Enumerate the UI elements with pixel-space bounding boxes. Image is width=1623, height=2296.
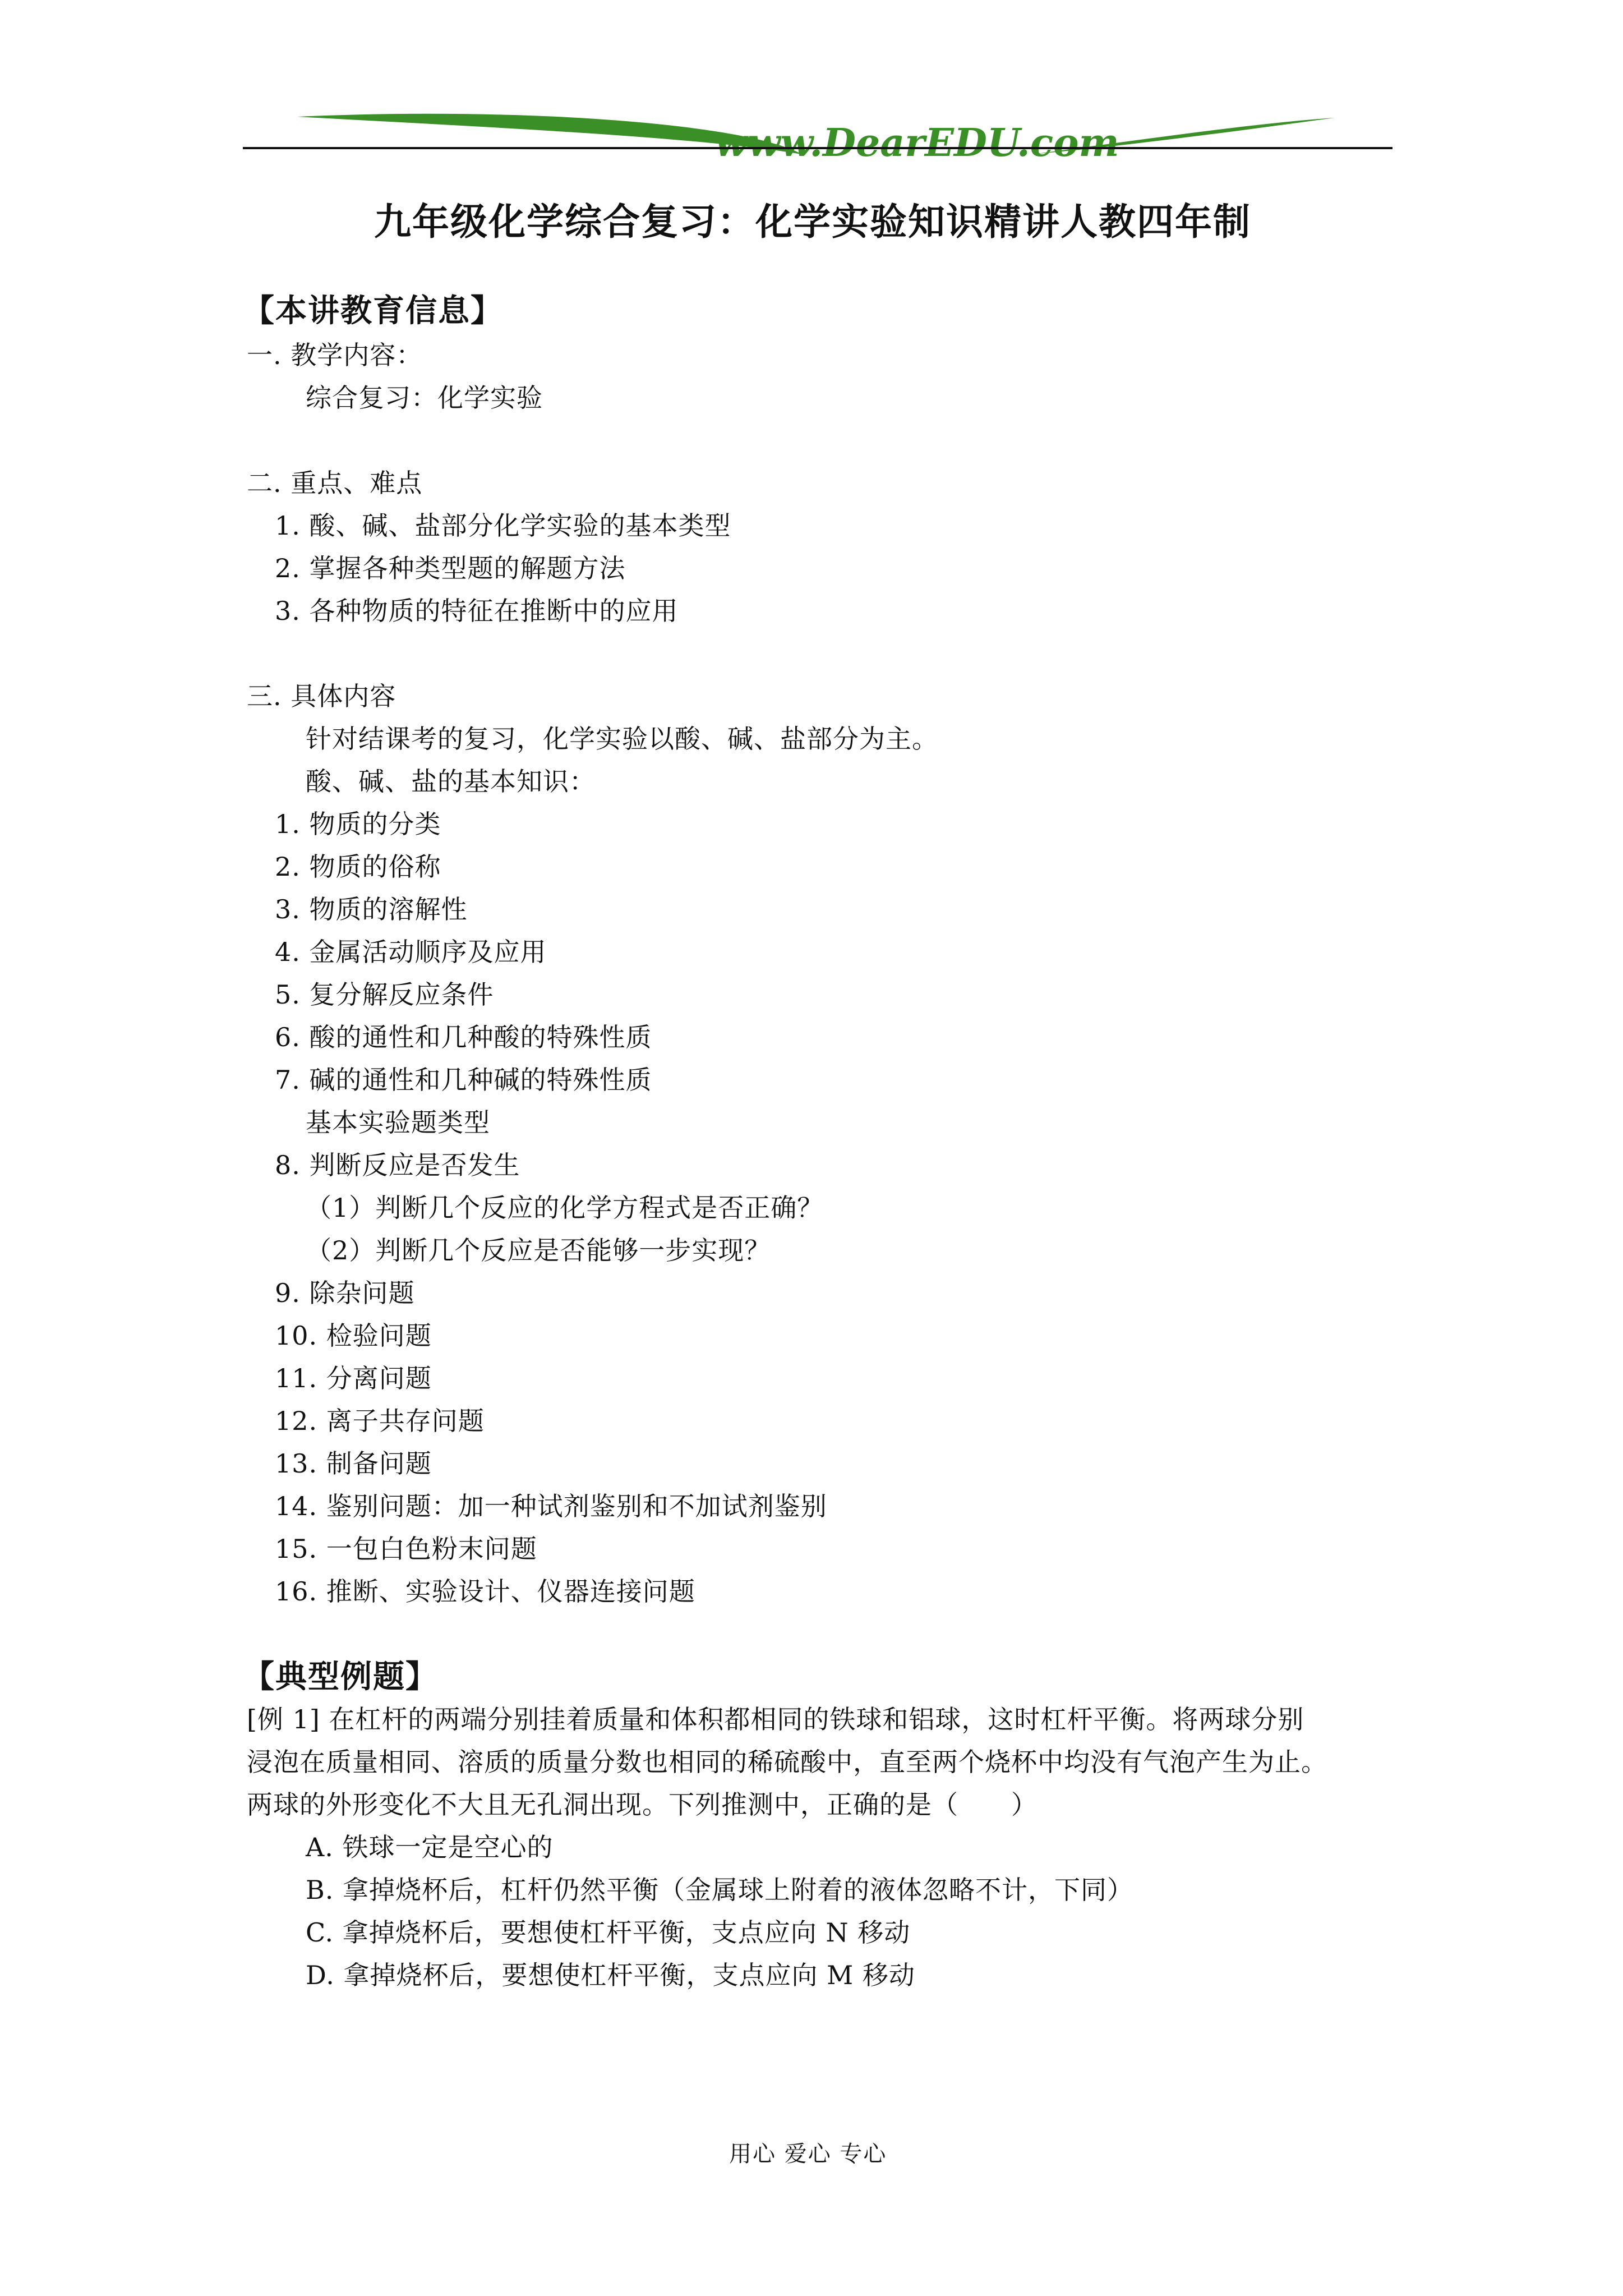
experiment-subitem: （2）判断几个反应是否能够一步实现？	[306, 1235, 771, 1266]
experiment-item: 14. 鉴别问题：加一种试剂鉴别和不加试剂鉴别	[275, 1491, 827, 1521]
example-text-line: 浸泡在质量相同、溶质的质量分数也相同的稀硫酸中，直至两个烧杯中均没有气泡产生为止。	[247, 1747, 1327, 1777]
knowledge-item: 3. 物质的溶解性	[275, 894, 468, 924]
experiment-item: 8. 判断反应是否发生	[275, 1150, 520, 1180]
example-text-line: [例 1] 在杠杆的两端分别挂着质量和体积都相同的铁球和铝球，这时杠杆平衡。将两球分别	[247, 1704, 1304, 1734]
knowledge-item: 6. 酸的通性和几种酸的特殊性质	[275, 1022, 652, 1052]
example-option: A. 铁球一定是空心的	[306, 1832, 554, 1862]
site-logo	[241, 101, 1391, 174]
knowledge-item: 7. 碱的通性和几种碱的特殊性质	[275, 1065, 652, 1095]
part3-intro: 酸、碱、盐的基本知识：	[306, 766, 596, 797]
example-text-line: 两球的外形变化不大且无孔洞出现。下列推测中，正确的是（ ）	[247, 1789, 1038, 1820]
experiment-types-heading: 基本实验题类型	[306, 1107, 490, 1138]
part1-label: 一. 教学内容：	[247, 340, 423, 370]
experiment-item: 12. 离子共存问题	[275, 1406, 485, 1436]
experiment-item: 9. 除杂问题	[275, 1278, 415, 1308]
experiment-item: 10. 检验问题	[275, 1320, 432, 1351]
knowledge-item: 4. 金属活动顺序及应用	[275, 937, 547, 967]
part3-intro: 针对结课考的复习，化学实验以酸、碱、盐部分为主。	[306, 724, 938, 754]
part1-content: 综合复习：化学实验	[306, 383, 543, 413]
experiment-item: 15. 一包白色粉末问题	[275, 1534, 537, 1564]
doc-title: 九年级化学综合复习：化学实验知识精讲人教四年制	[374, 200, 1251, 243]
page-footer: 用心 爱心 专心	[729, 2141, 887, 2167]
part2-label: 二. 重点、难点	[247, 468, 423, 498]
example-option: B. 拿掉烧杯后，杠杆仍然平衡（金属球上附着的液体忽略不计，下同）	[306, 1875, 1134, 1905]
knowledge-item: 2. 物质的俗称	[275, 852, 441, 882]
part2-item: 2. 掌握各种类型题的解题方法	[275, 553, 626, 583]
logo-text: www.DearEDU.com	[714, 121, 1119, 165]
knowledge-item: 1. 物质的分类	[275, 809, 441, 839]
part2-item: 1. 酸、碱、盐部分化学实验的基本类型	[275, 510, 731, 541]
knowledge-item: 5. 复分解反应条件	[275, 979, 494, 1010]
part2-item: 3. 各种物质的特征在推断中的应用	[275, 596, 679, 626]
example-option: D. 拿掉烧杯后，要想使杠杆平衡，支点应向 M 移动	[306, 1960, 915, 1990]
section-examples-heading: 【典型例题】	[243, 1658, 438, 1695]
experiment-item: 11. 分离问题	[275, 1363, 432, 1393]
example-option: C. 拿掉烧杯后，要想使杠杆平衡，支点应向 N 移动	[306, 1917, 911, 1948]
experiment-item: 16. 推断、实验设计、仪器连接问题	[275, 1576, 695, 1607]
experiment-subitem: （1）判断几个反应的化学方程式是否正确？	[306, 1193, 824, 1223]
header-rule	[243, 147, 1393, 149]
experiment-item: 13. 制备问题	[275, 1448, 432, 1479]
section-info-heading: 【本讲教育信息】	[243, 292, 503, 329]
part3-label: 三. 具体内容	[247, 681, 396, 711]
